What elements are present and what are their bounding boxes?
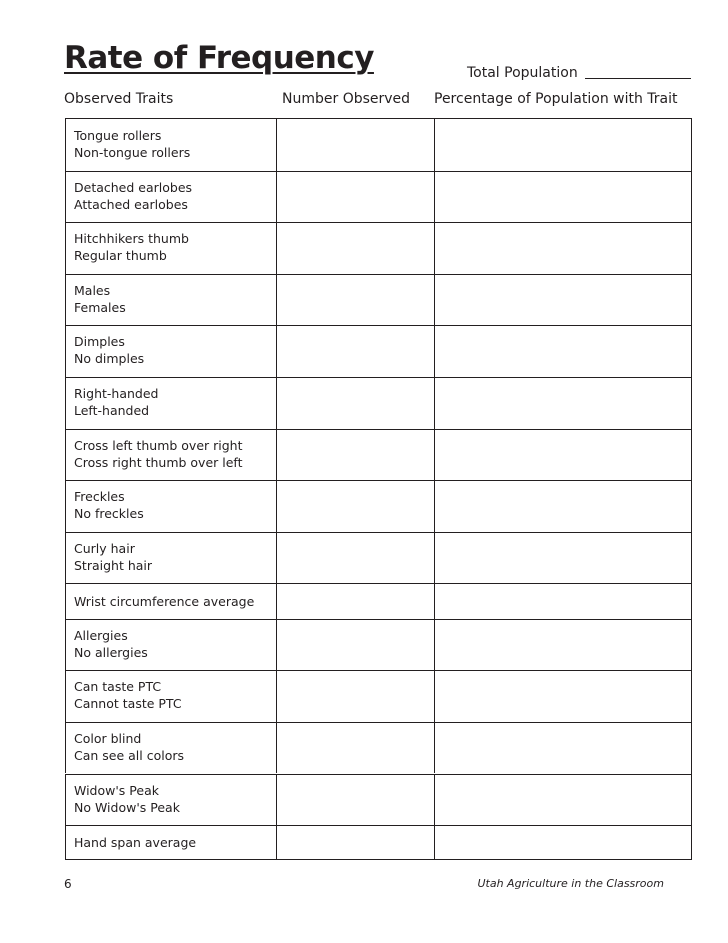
trait-label: No dimples (74, 351, 145, 367)
trait-label: No Widow's Peak (74, 799, 180, 815)
trait-cell (65, 171, 276, 223)
table-row (65, 377, 691, 429)
trait-label: Hand span average (74, 835, 197, 851)
trait-label: Attached earlobes (74, 196, 188, 212)
number-observed-cell[interactable] (276, 119, 434, 171)
number-observed-cell[interactable] (276, 480, 434, 532)
table-row (65, 480, 691, 532)
trait-cell (65, 119, 276, 171)
percentage-cell[interactable] (434, 274, 691, 326)
trait-cell (65, 274, 276, 326)
trait-cell (65, 722, 276, 774)
table-row (65, 670, 691, 722)
trait-label: Cross left thumb over right (74, 437, 243, 453)
percentage-cell[interactable] (434, 825, 691, 860)
page-number: 6 (64, 877, 72, 891)
trait-label: Right-handed (74, 386, 159, 401)
trait-label: Color blind (74, 730, 142, 746)
trait-label: Non-tongue rollers (74, 145, 191, 160)
number-observed-cell[interactable] (276, 774, 434, 826)
number-observed-cell[interactable] (276, 722, 434, 774)
trait-label: Allergies (74, 627, 128, 643)
table-row (65, 583, 691, 618)
number-observed-cell[interactable] (276, 670, 434, 722)
trait-label: No allergies (74, 644, 148, 660)
trait-label: Can see all colors (74, 747, 185, 763)
trait-cell (65, 670, 276, 722)
trait-cell (65, 825, 276, 860)
table-row (65, 222, 691, 274)
number-observed-cell[interactable] (276, 171, 434, 223)
table-row (65, 722, 691, 774)
table-row (65, 825, 691, 860)
trait-label: Females (74, 299, 126, 315)
number-observed-cell[interactable] (276, 222, 434, 274)
frequency-table (65, 118, 692, 860)
trait-cell (65, 583, 276, 618)
trait-label: Freckles (74, 489, 125, 505)
page-title: Rate of Frequency (64, 40, 374, 76)
trait-label: Straight hair (74, 557, 153, 573)
trait-label: Widow's Peak (74, 782, 159, 798)
number-observed-cell[interactable] (276, 325, 434, 377)
trait-label: Left-handed (74, 403, 150, 418)
total-population-label: Total Population (467, 65, 578, 81)
number-observed-cell[interactable] (276, 429, 434, 481)
trait-cell (65, 532, 276, 584)
table-row (65, 619, 691, 671)
trait-cell (65, 222, 276, 274)
trait-label: Cross right thumb over left (74, 454, 243, 470)
trait-cell (65, 429, 276, 481)
trait-label: No freckles (74, 506, 144, 522)
table-row (65, 119, 691, 171)
percentage-cell[interactable] (434, 583, 691, 618)
total-population-field[interactable] (585, 78, 691, 79)
number-observed-cell[interactable] (276, 619, 434, 671)
table-row (65, 532, 691, 584)
percentage-cell[interactable] (434, 377, 691, 429)
column-header-number-observed: Number Observed (282, 91, 411, 107)
trait-cell (65, 480, 276, 532)
number-observed-cell[interactable] (276, 532, 434, 584)
trait-label: Regular thumb (74, 248, 167, 264)
percentage-cell[interactable] (434, 171, 691, 223)
trait-label: Males (74, 282, 111, 298)
percentage-cell[interactable] (434, 325, 691, 377)
trait-label: Dimples (74, 334, 125, 350)
trait-label: Wrist circumference average (74, 593, 255, 609)
trait-cell (65, 325, 276, 377)
publication-name: Utah Agriculture in the Classroom (477, 877, 664, 890)
number-observed-cell[interactable] (276, 583, 434, 618)
trait-label: Can taste PTC (74, 679, 162, 695)
number-observed-cell[interactable] (276, 377, 434, 429)
percentage-cell[interactable] (434, 774, 691, 826)
trait-cell (65, 377, 276, 429)
percentage-cell[interactable] (434, 480, 691, 532)
percentage-cell[interactable] (434, 532, 691, 584)
table-row (65, 429, 691, 481)
column-header-observed-traits: Observed Traits (64, 91, 174, 107)
number-observed-cell[interactable] (276, 274, 434, 326)
number-observed-cell[interactable] (276, 825, 434, 860)
percentage-cell[interactable] (434, 619, 691, 671)
trait-label: Cannot taste PTC (74, 696, 182, 712)
trait-label: Detached earlobes (74, 179, 193, 195)
table-row (65, 171, 691, 223)
table-row (65, 774, 691, 826)
trait-cell (65, 774, 276, 826)
percentage-cell[interactable] (434, 222, 691, 274)
table-row (65, 325, 691, 377)
trait-label: Tongue rollers (74, 128, 162, 143)
percentage-cell[interactable] (434, 670, 691, 722)
table-row (65, 274, 691, 326)
trait-label: Curly hair (74, 540, 135, 556)
trait-label: Hitchhikers thumb (74, 231, 189, 247)
percentage-cell[interactable] (434, 722, 691, 774)
percentage-cell[interactable] (434, 119, 691, 171)
column-header-percentage: Percentage of Population with Trait (434, 91, 678, 107)
percentage-cell[interactable] (434, 429, 691, 481)
trait-cell (65, 619, 276, 671)
